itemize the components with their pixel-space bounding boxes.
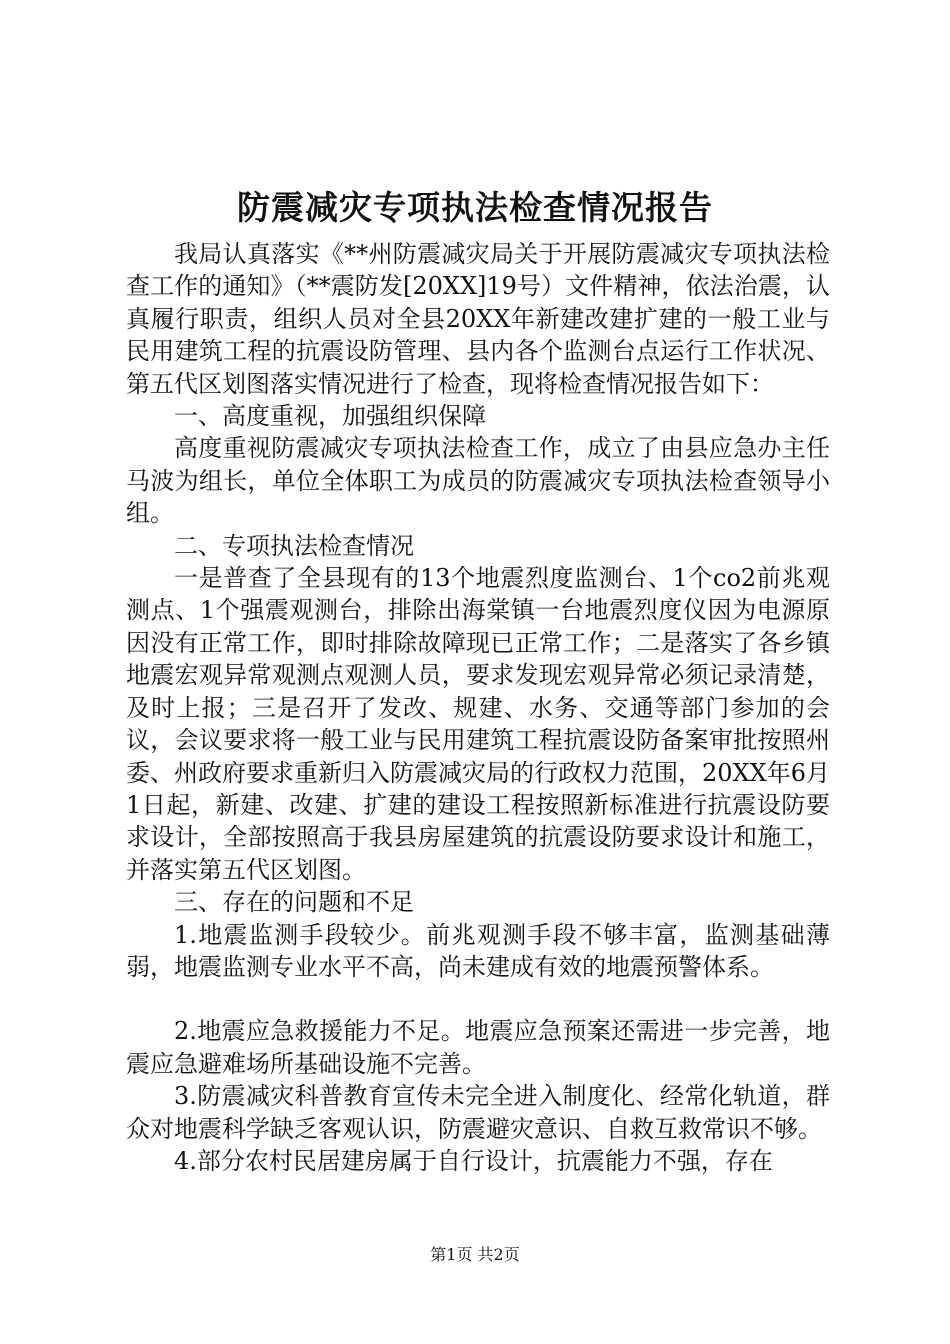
paragraph-intro: 我局认真落实《**州防震减灾局关于开展防震减灾专项执法检查工作的通知》（**震防发[20XX]19号）文件精神，依法治震，认真履行职责，组织人员对全县20XX年新建改建扩建的一般工业与民用建筑工程的抗震设防管理、县内各个监测台点运行工作状况、第五代区划图落实情况进行了检查，现将检查情况报告如下： xyxy=(126,240,830,398)
document-body xyxy=(126,238,830,1177)
heading-section-2: 二、专项执法检查情况 xyxy=(174,531,414,560)
heading-section-1: 一、高度重视，加强组织保障 xyxy=(174,402,486,431)
list-item-issue-1: 1.地震监测手段较少。前兆观测手段不够丰富，监测基础薄弱，地震监测专业水平不高，尚未建成有效的地震预警体系。 xyxy=(126,920,830,981)
document-title: 防震减灾专项执法检查情况报告 xyxy=(237,188,713,227)
paragraph-section-1: 高度重视防震减灾专项执法检查工作，成立了由县应急办主任马波为组长，单位全体职工为成员的防震减灾专项执法检查领导小组。 xyxy=(126,434,830,528)
list-item-issue-3: 3.防震减灾科普教育宣传未完全进入制度化、经常化轨道，群众对地震科学缺乏客观认识，防震避灾意识、自救互救常识不够。 xyxy=(126,1082,830,1143)
list-item-issue-4: 4.部分农村民居建房属于自行设计，抗震能力不强，存在 xyxy=(174,1146,773,1175)
heading-section-3: 三、存在的问题和不足 xyxy=(174,888,414,917)
list-item-issue-2: 2.地震应急救援能力不足。地震应急预案还需进一步完善，地震应急避难场所基础设施不完善。 xyxy=(126,1017,830,1078)
paragraph-section-2: 一是普查了全县现有的13个地震烈度监测台、1个co2前兆观测点、1个强震观测台，排除出海棠镇一台地震烈度仪因为电源原因没有正常工作，即时排除故障现已正常工作；二是落实了各乡镇地震宏观异常观测点观测人员，要求发现宏观异常必须记录清楚，及时上报；三是召开了发改、规建、水务、交通等部门参加的会议，会议要求将一般工业与民用建筑工程抗震设防备案审批按照州委、州政府要求重新归入防震减灾局的行政权力范围，20XX年6月1日起，新建、改建、扩建的建设工程按照新标准进行抗震设防要求设计，全部按照高于我县房屋建筑的抗震设防要求设计和施工，并落实第五代区划图。 xyxy=(126,564,830,884)
page-footer: 第1页 共2页 xyxy=(430,1245,520,1264)
